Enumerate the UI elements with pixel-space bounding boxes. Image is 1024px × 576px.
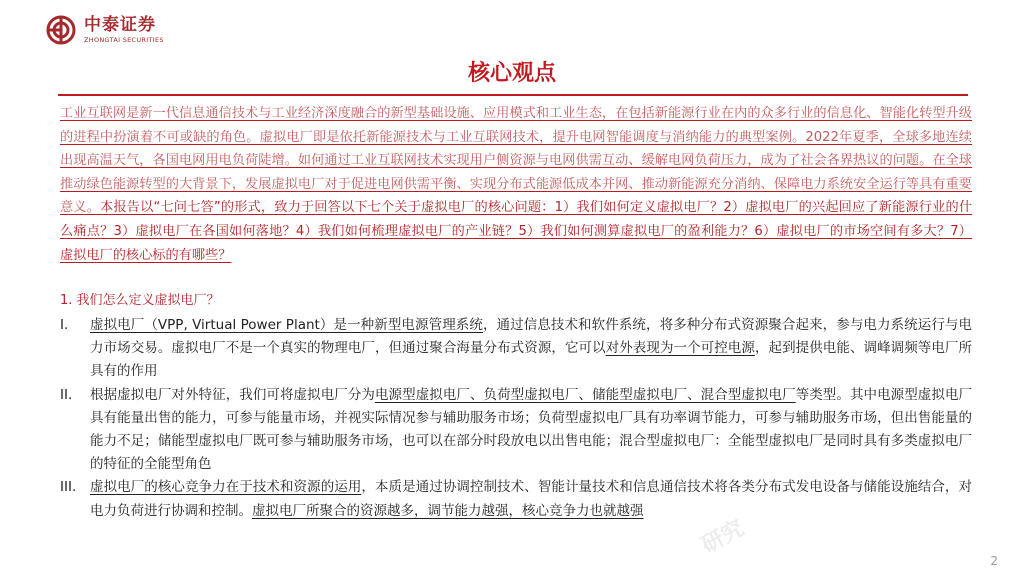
summary-questions: 本报告以“七问七答”的形式，致力于回答以下七个关于虚拟电厂的核心问题：1）我们如何定义虚拟电厂？2）虚拟电厂的兴起回应了新能源行业的什么痛点？3）虚拟电厂在各国如何落地？4）我们如何梳理虚拟电厂的产业链？5）我们如何测算虚拟电厂的盈利能力？6）虚拟电厂的市场空间有多大？7）虚拟电厂的核心标的有哪些？ bbox=[60, 200, 972, 263]
point-item bbox=[60, 384, 972, 477]
point-key-phrase: 电源型虚拟电厂、负荷型虚拟电厂、储能型虚拟电厂、混合型虚拟电厂 bbox=[374, 386, 796, 403]
point-text-segment: 等类型。其中电源型虚拟电厂具有能量出售的能力，可参与能量市场，并视实际情况参与辅助服务市场；负荷型虚拟电厂具有功率调节能力，可参与辅助服务市场，但出售能量的能力不足；储能型虚拟电厂既可参与辅助服务市场，也可以在部分时段放电以出售电能；混合型虚拟电厂：全能型虚拟电厂是同时具有多类虚拟电厂的特征的全能型角色 bbox=[90, 386, 973, 473]
point-key-phrase: 虚拟电厂的核心竞争力在于技术和资源的运用 bbox=[90, 479, 362, 496]
point-text bbox=[90, 384, 972, 477]
point-number: II. bbox=[60, 386, 73, 403]
page-title: 核心观点 bbox=[467, 61, 556, 86]
point-key-phrase: 虚拟电厂所聚合的资源越多，调节能力越强，核心竞争力也就越强 bbox=[252, 502, 644, 519]
point-text-segment: 根据虚拟电厂对外特征，我们可将虚拟电厂分为 bbox=[90, 386, 375, 403]
summary-paragraph bbox=[60, 102, 972, 267]
brand-logo bbox=[46, 12, 164, 48]
point-text-segment: ，起到提供电能、调峰调频等电厂所具有的作用 bbox=[90, 340, 973, 380]
point-text-segment: ，本质是通过协调控制技术、智能计量技术和信息通信技术将各类分布式发电设备与储能设施结合，对电力负荷进行协调和控制。 bbox=[90, 479, 972, 519]
point-number: III. bbox=[60, 479, 77, 496]
point-key-phrase: 虚拟电厂（VPP, Virtual Power Plant）是一种新型电源管理系统 bbox=[90, 317, 483, 333]
question-1-heading: 1. 我们怎么定义虚拟电厂？ bbox=[60, 293, 220, 308]
page-number: 2 bbox=[990, 554, 998, 568]
point-text-segment: ，通过信息技术和软件系统，将多种分布式资源聚合起来 bbox=[482, 317, 823, 333]
title-divider bbox=[58, 94, 968, 96]
point-text bbox=[90, 314, 972, 384]
watermark: 研究 bbox=[697, 515, 749, 559]
point-item bbox=[60, 476, 972, 522]
point-number: I. bbox=[60, 317, 69, 333]
point-key-phrase: 对外表现为一个可控电源 bbox=[605, 340, 755, 357]
brand-name-cn: 中泰证券 bbox=[84, 14, 156, 35]
zhongtai-logo-icon bbox=[46, 15, 76, 45]
brand-name-en: ZHONGTAI SECURITIES bbox=[84, 35, 164, 44]
summary-intro: 工业互联网是新一代信息通信技术与工业经济深度融合的新型基础设施、应用模式和工业生态，在包括新能源行业在内的众多行业的信息化、智能化转型升级的进程中扮演着不可或缺的角色。虚拟电厂即是依托新能源技术与工业互联网技术，提升电网智能调度与消纳能力的典型案例。2022年夏季，全球多地连续出现高温天气，各国电网用电负荷陡增。如何通过工业互联网技术实现用户侧资源与电网供需互动、缓解电网负荷压力，成为了社会各界热议的问题。在全球推动绿色能源转型的大背景下，发展虚拟电厂对于促进电网供需平衡、实现分布式能源低成本并网、推动新能源充分消纳、保障电力系统安全运行等具有重要意义。 bbox=[60, 106, 972, 216]
point-text bbox=[90, 476, 972, 522]
point-text-segment: ，参与电力系统运行与电力市场交易。虚拟电厂不是一个真实的物理电厂，但通过聚合海量分布式资源，它可以 bbox=[90, 317, 973, 357]
point-item bbox=[60, 314, 972, 384]
definition-points bbox=[60, 314, 972, 523]
